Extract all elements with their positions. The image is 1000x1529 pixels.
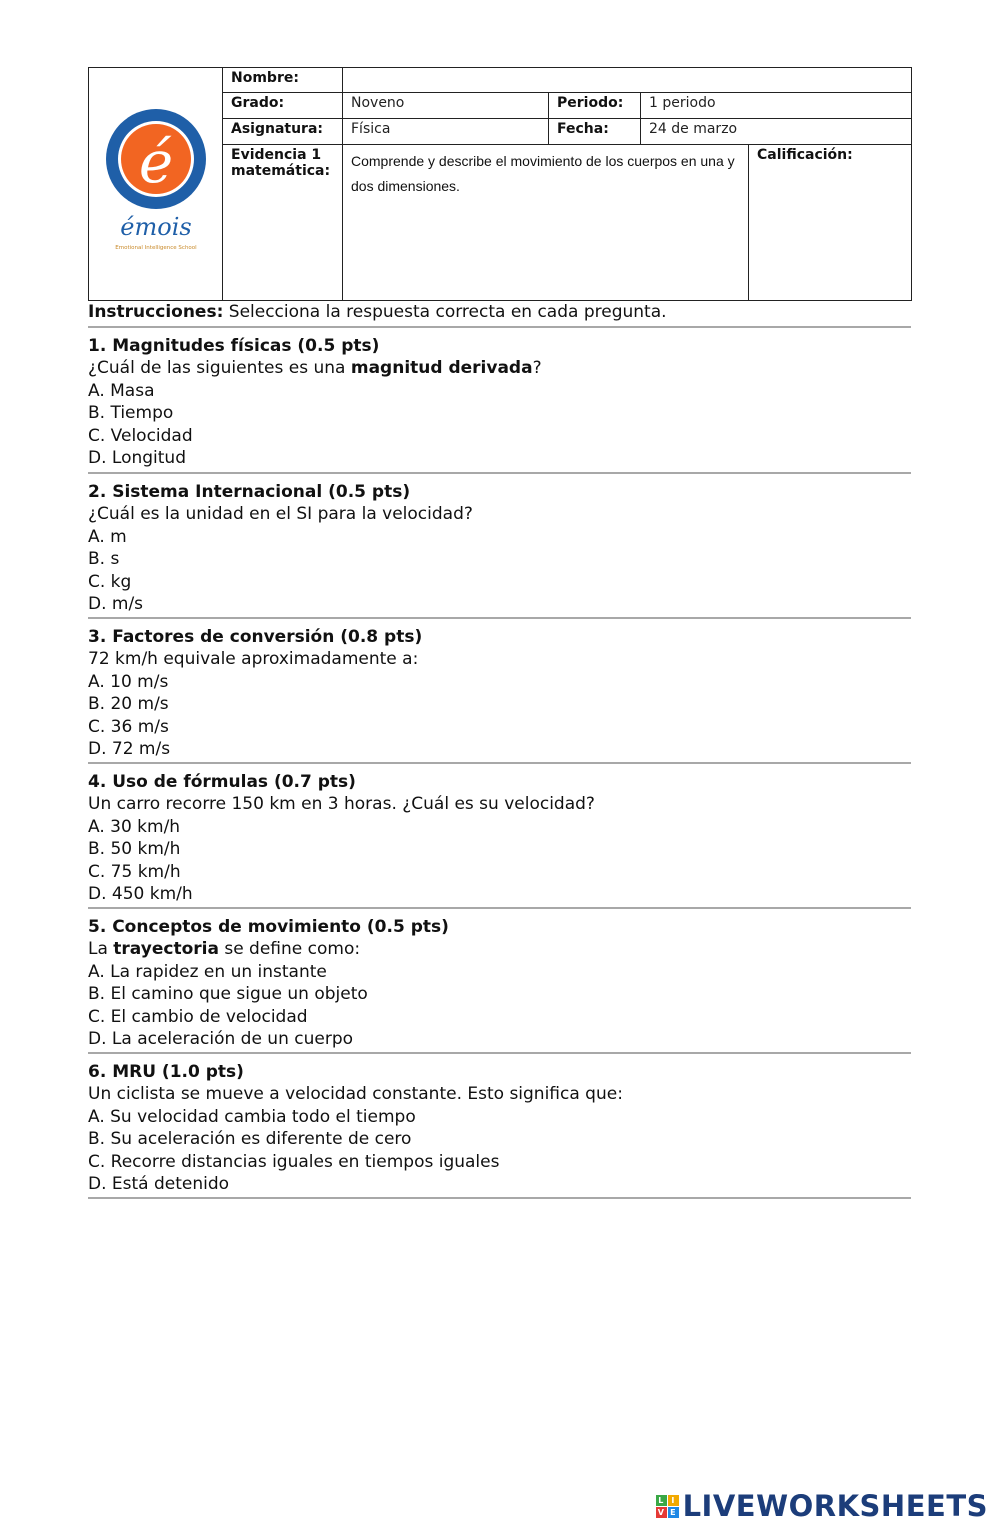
fecha-label: Fecha: xyxy=(549,119,641,145)
logo-tagline: Emotional Intelligence School xyxy=(114,245,197,251)
periodo-value: 1 periodo xyxy=(641,93,912,119)
brand-text: LIVEWORKSHEETS xyxy=(682,1489,988,1523)
question-prompt: La trayectoria se define como: xyxy=(88,939,361,960)
school-logo xyxy=(89,68,223,301)
option-a[interactable]: A. Su velocidad cambia todo el tiempo xyxy=(88,1106,416,1127)
asignatura-label: Asignatura: xyxy=(223,119,343,145)
option-c[interactable]: C. Recorre distancias iguales en tiempos iguales xyxy=(88,1151,500,1172)
option-a[interactable]: A. Masa xyxy=(88,380,155,401)
question-5 xyxy=(88,916,911,1050)
fecha-value: 24 de marzo xyxy=(641,119,912,145)
question-prompt: ¿Cuál es la unidad en el SI para la velocidad? xyxy=(88,504,473,525)
question-title: 3. Factores de conversión (0.8 pts) xyxy=(88,627,423,647)
logo-emblem-icon xyxy=(96,107,216,257)
header-table xyxy=(88,67,912,301)
option-a[interactable]: A. m xyxy=(88,526,127,547)
divider xyxy=(88,907,911,909)
cubes-icon: L I V E xyxy=(656,1495,679,1518)
option-d[interactable]: D. 450 km/h xyxy=(88,884,193,905)
nombre-label: Nombre: xyxy=(223,68,343,93)
evidencia-label: Evidencia 1 matemática: xyxy=(223,145,343,301)
option-a[interactable]: A. 30 km/h xyxy=(88,816,181,837)
logo-wordmark: émois xyxy=(119,213,192,241)
option-b[interactable]: B. Tiempo xyxy=(88,403,174,424)
nombre-field[interactable] xyxy=(343,68,912,93)
option-b[interactable]: B. 20 m/s xyxy=(88,694,169,715)
periodo-label: Periodo: xyxy=(549,93,641,119)
instructions-text: Selecciona la respuesta correcta en cada pregunta. xyxy=(223,302,667,322)
question-6 xyxy=(88,1061,911,1195)
option-c[interactable]: C. Velocidad xyxy=(88,425,193,446)
question-title: 4. Uso de fórmulas (0.7 pts) xyxy=(88,772,356,792)
divider xyxy=(88,1052,911,1054)
asignatura-value: Física xyxy=(343,119,549,145)
question-title: 6. MRU (1.0 pts) xyxy=(88,1062,244,1082)
option-d[interactable]: D. Está detenido xyxy=(88,1174,230,1195)
question-prompt: Un carro recorre 150 km en 3 horas. ¿Cuál es su velocidad? xyxy=(88,794,595,815)
option-b[interactable]: B. Su aceleración es diferente de cero xyxy=(88,1129,412,1150)
evidencia-text: Comprende y describe el movimiento de los cuerpos en una y dos dimensiones. xyxy=(343,145,749,301)
question-1 xyxy=(88,335,911,469)
divider xyxy=(88,326,911,328)
question-prompt: 72 km/h equivale aproximadamente a: xyxy=(88,649,419,670)
option-a[interactable]: A. 10 m/s xyxy=(88,671,169,692)
svg-text:é: é xyxy=(138,128,173,196)
grado-label: Grado: xyxy=(223,93,343,119)
instructions-label: Instrucciones: xyxy=(88,302,224,322)
option-d[interactable]: D. 72 m/s xyxy=(88,739,171,760)
option-d[interactable]: D. m/s xyxy=(88,594,144,615)
liveworksheets-logo xyxy=(656,1489,988,1523)
question-2 xyxy=(88,481,911,615)
divider xyxy=(88,617,911,619)
option-a[interactable]: A. La rapidez en un instante xyxy=(88,961,327,982)
divider xyxy=(88,1197,911,1199)
question-title: 2. Sistema Internacional (0.5 pts) xyxy=(88,482,411,502)
instructions xyxy=(88,300,911,324)
question-4 xyxy=(88,771,911,905)
question-3 xyxy=(88,626,911,760)
question-title: 1. Magnitudes físicas (0.5 pts) xyxy=(88,336,380,356)
option-d[interactable]: D. Longitud xyxy=(88,448,186,469)
question-prompt: ¿Cuál de las siguientes es una magnitud derivada? xyxy=(88,358,542,379)
grado-value: Noveno xyxy=(343,93,549,119)
divider xyxy=(88,472,911,474)
divider xyxy=(88,762,911,764)
question-title: 5. Conceptos de movimiento (0.5 pts) xyxy=(88,917,449,937)
option-c[interactable]: C. El cambio de velocidad xyxy=(88,1006,308,1027)
calificacion-label: Calificación: xyxy=(749,145,912,301)
option-b[interactable]: B. s xyxy=(88,549,120,570)
option-b[interactable]: B. El camino que sigue un objeto xyxy=(88,984,368,1005)
question-prompt: Un ciclista se mueve a velocidad constante. Esto significa que: xyxy=(88,1084,623,1105)
option-d[interactable]: D. La aceleración de un cuerpo xyxy=(88,1029,354,1050)
option-b[interactable]: B. 50 km/h xyxy=(88,839,181,860)
option-c[interactable]: C. 36 m/s xyxy=(88,716,169,737)
option-c[interactable]: C. kg xyxy=(88,571,132,592)
option-c[interactable]: C. 75 km/h xyxy=(88,861,181,882)
